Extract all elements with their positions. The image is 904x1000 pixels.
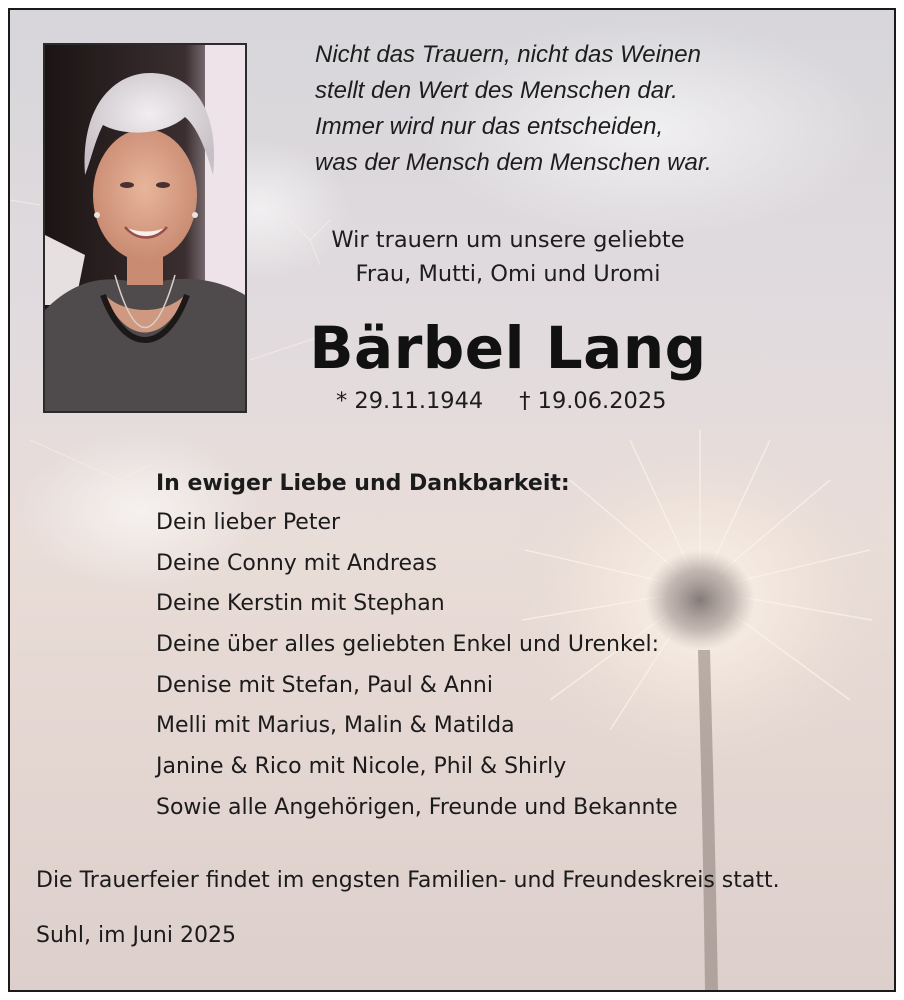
mourner-row: Deine Kerstin mit Stephan (156, 591, 445, 617)
deceased-name: Bärbel Lang (309, 314, 707, 382)
quote-line: Nicht das Trauern, nicht das Weinen (315, 41, 701, 68)
mourner-row: Deine über alles geliebten Enkel und Urenkel: (156, 632, 660, 658)
death-date: † 19.06.2025 (519, 388, 667, 414)
birth-date: * 29.11.1944 (336, 388, 484, 414)
mourner-row: Janine & Rico mit Nicole, Phil & Shirly (156, 754, 567, 780)
mourner-row: Denise mit Stefan, Paul & Anni (156, 672, 493, 698)
intro-line: Frau, Mutti, Omi und Uromi (355, 261, 661, 287)
quote-line: Immer wird nur das entscheiden, (315, 113, 664, 140)
obituary-card (8, 8, 896, 992)
life-dates (336, 388, 666, 414)
place-and-date: Suhl, im Juni 2025 (36, 923, 236, 948)
mourning-intro (280, 223, 736, 291)
mourners-heading: In ewiger Liebe und Dankbarkeit: (156, 471, 570, 496)
mourner-row: Melli mit Marius, Malin & Matilda (156, 713, 515, 739)
portrait-photo (43, 43, 247, 413)
mourner-row: Deine Conny mit Andreas (156, 550, 437, 576)
memorial-quote (315, 37, 835, 181)
mourner-row: Sowie alle Angehörigen, Freunde und Bekannte (156, 794, 678, 820)
intro-line: Wir trauern um unsere geliebte (331, 227, 685, 253)
mourner-row: Dein lieber Peter (156, 510, 341, 535)
ceremony-notice: Die Trauerfeier findet im engsten Familien- und Freundeskreis statt. (36, 868, 780, 893)
mourners-list (156, 465, 678, 829)
quote-line: was der Mensch dem Menschen war. (315, 149, 712, 176)
quote-line: stellt den Wert des Menschen dar. (315, 77, 678, 104)
